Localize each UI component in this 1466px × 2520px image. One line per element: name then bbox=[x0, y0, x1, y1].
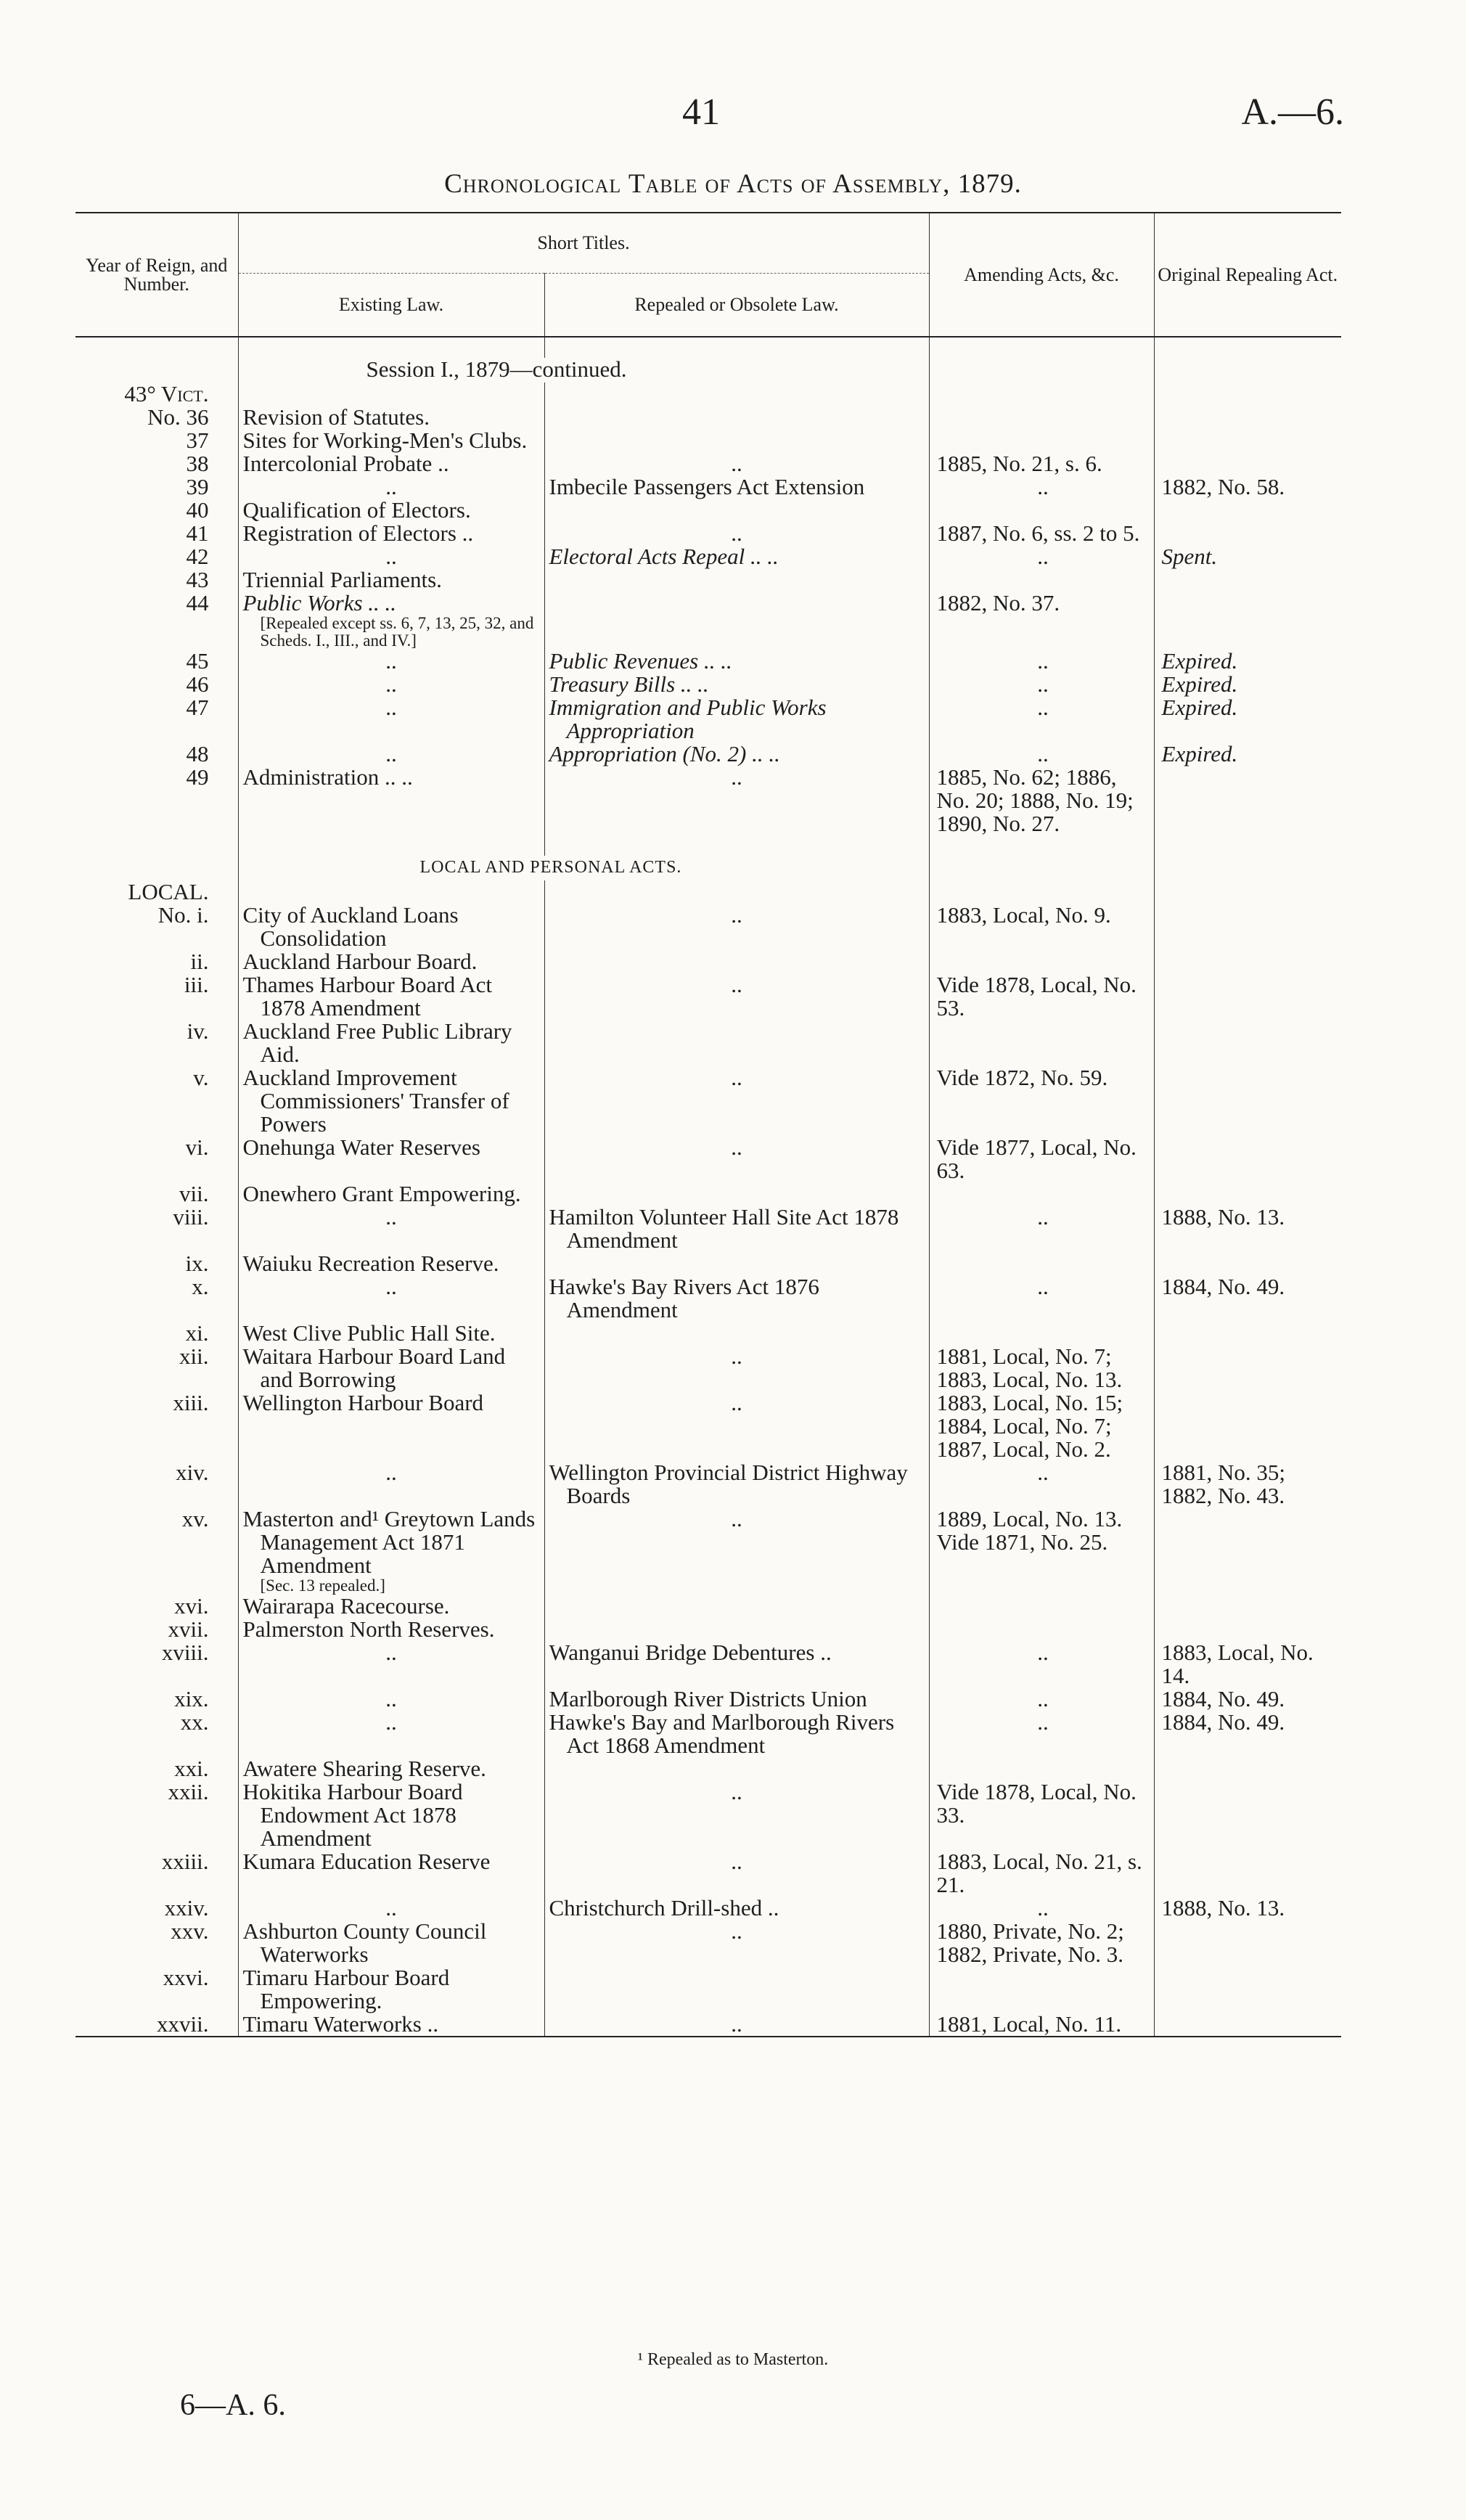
act-number: v. bbox=[193, 1065, 209, 1090]
repealed-law: .. bbox=[731, 1134, 742, 1160]
act-number: 41 bbox=[186, 520, 209, 546]
table-row bbox=[75, 475, 1341, 499]
act-number: xx. bbox=[180, 1709, 209, 1735]
amending-acts: .. bbox=[1037, 1460, 1049, 1485]
existing-law: Revision of Statutes. bbox=[242, 404, 430, 430]
original-repealing-act: 1884, No. 49. bbox=[1161, 1274, 1285, 1299]
table-row bbox=[75, 429, 1341, 452]
amending-acts: 1887, No. 6, ss. 2 to 5. bbox=[936, 520, 1140, 546]
table-row bbox=[75, 452, 1341, 475]
act-number: 39 bbox=[186, 474, 209, 499]
table-row bbox=[75, 950, 1341, 973]
amending-acts: .. bbox=[1037, 671, 1049, 697]
existing-law: .. bbox=[385, 474, 397, 499]
act-number: xiii. bbox=[173, 1390, 209, 1415]
amending-acts: Vide 1878, Local, No. 53. bbox=[936, 972, 1137, 1020]
act-number: 38 bbox=[186, 451, 209, 476]
existing-law: Auckland Free Public Library Aid. bbox=[242, 1018, 512, 1067]
table-row bbox=[75, 1595, 1341, 1618]
act-number: xxii. bbox=[168, 1779, 209, 1804]
amending-acts: .. bbox=[1037, 1274, 1049, 1299]
table-row bbox=[75, 499, 1341, 522]
table-row bbox=[75, 1345, 1341, 1391]
act-number: xi. bbox=[185, 1320, 209, 1346]
repealed-law: Hamilton Volunteer Hall Site Act 1878 Amendment bbox=[549, 1204, 899, 1253]
existing-law: .. bbox=[385, 695, 397, 720]
original-repealing-act: 1884, No. 49. bbox=[1161, 1686, 1285, 1711]
repealed-law: .. bbox=[731, 1918, 742, 1944]
amending-acts: 1889, Local, No. 13. Vide 1871, No. 25. bbox=[936, 1506, 1123, 1555]
act-number: xiv. bbox=[176, 1460, 209, 1485]
amending-acts: 1881, Local, No. 11. bbox=[936, 2011, 1122, 2037]
amending-acts: 1882, No. 37. bbox=[936, 590, 1060, 615]
act-number: xviii. bbox=[161, 1640, 209, 1665]
table-row bbox=[75, 1757, 1341, 1780]
amending-acts: .. bbox=[1037, 741, 1049, 766]
table-row bbox=[75, 1641, 1341, 1688]
page-title: Chronological Table of Acts of Assembly, 1879. bbox=[444, 169, 1022, 199]
table-row bbox=[75, 1461, 1341, 1508]
act-number: 43 bbox=[186, 567, 209, 592]
table-row bbox=[75, 904, 1341, 950]
repealed-law: Imbecile Passengers Act Extension bbox=[549, 474, 865, 499]
repealed-law: .. bbox=[731, 2011, 742, 2037]
original-repealing-act: Expired. bbox=[1161, 671, 1238, 697]
amending-acts: .. bbox=[1037, 1204, 1049, 1230]
table-row bbox=[75, 1182, 1341, 1206]
table-row bbox=[75, 1850, 1341, 1897]
table-row bbox=[75, 382, 1341, 406]
repealed-law: Marlborough River Districts Union bbox=[549, 1686, 867, 1711]
act-number: ii. bbox=[190, 949, 209, 974]
existing-law: .. bbox=[385, 544, 397, 569]
repealed-law: .. bbox=[731, 451, 742, 476]
existing-law: Administration .. .. bbox=[242, 764, 413, 790]
act-number: xvi. bbox=[174, 1593, 209, 1619]
original-repealing-act: Expired. bbox=[1161, 741, 1238, 766]
act-number: xxi. bbox=[174, 1756, 209, 1781]
amending-acts: Vide 1872, No. 59. bbox=[936, 1065, 1108, 1090]
act-number: iv. bbox=[187, 1018, 209, 1044]
col-header-short-titles: Short Titles. bbox=[238, 213, 929, 274]
repealed-law: Wellington Provincial District Highway Boards bbox=[549, 1460, 908, 1508]
existing-law: Wellington Harbour Board bbox=[242, 1390, 484, 1415]
amending-acts: Vide 1878, Local, No. 33. bbox=[936, 1779, 1137, 1828]
amending-acts: 1883, Local, No. 21, s. 21. bbox=[936, 1849, 1142, 1897]
act-number: vii. bbox=[179, 1181, 209, 1206]
act-number: x. bbox=[192, 1274, 209, 1299]
original-repealing-act: 1881, No. 35; 1882, No. 43. bbox=[1161, 1460, 1286, 1508]
existing-law: Intercolonial Probate .. bbox=[242, 451, 449, 476]
repealed-law: .. bbox=[731, 1065, 742, 1090]
table-row bbox=[75, 1920, 1341, 1966]
acts-table bbox=[75, 212, 1341, 2042]
table-row bbox=[75, 2013, 1341, 2037]
act-number: xxvi. bbox=[163, 1965, 209, 1990]
act-number: vi. bbox=[185, 1134, 209, 1160]
table-row bbox=[75, 880, 1341, 904]
table-row bbox=[75, 696, 1341, 742]
local-heading: LOCAL AND PERSONAL ACTS. bbox=[419, 858, 682, 877]
original-repealing-act: Expired. bbox=[1161, 695, 1238, 720]
existing-law: Palmerston North Reserves. bbox=[242, 1616, 495, 1642]
repeal-note: [Sec. 13 repealed.] bbox=[260, 1576, 385, 1595]
table-row bbox=[75, 1066, 1341, 1136]
act-number: 40 bbox=[186, 497, 209, 523]
act-number: iii. bbox=[184, 972, 209, 997]
existing-law: Onewhero Grant Empowering. bbox=[242, 1181, 521, 1206]
existing-law: .. bbox=[385, 1709, 397, 1735]
existing-law: Hokitika Harbour Board Endowment Act 1878 Amendment bbox=[242, 1779, 463, 1851]
act-number: 43° Vict. bbox=[124, 381, 209, 406]
existing-law: Registration of Electors .. bbox=[242, 520, 474, 546]
existing-law: Masterton and¹ Greytown Lands Management Act 1871 Amendment bbox=[242, 1506, 536, 1578]
act-number: xxvii. bbox=[157, 2011, 209, 2037]
page-header bbox=[0, 91, 1466, 142]
col-header-original: Original Repealing Act. bbox=[1154, 213, 1341, 337]
repealed-law: .. bbox=[731, 520, 742, 546]
existing-law: Awatere Shearing Reserve. bbox=[242, 1756, 486, 1781]
existing-law: .. bbox=[385, 1895, 397, 1920]
table-row bbox=[75, 1618, 1341, 1641]
table-row bbox=[75, 1508, 1341, 1595]
original-repealing-act: Expired. bbox=[1161, 648, 1238, 674]
act-number: xxiii. bbox=[161, 1849, 209, 1874]
amending-acts: 1885, No. 21, s. 6. bbox=[936, 451, 1102, 476]
page-number: 41 bbox=[682, 91, 720, 133]
repealed-law: .. bbox=[731, 764, 742, 790]
amending-acts: .. bbox=[1037, 1709, 1049, 1735]
existing-law: Timaru Harbour Board Empowering. bbox=[242, 1965, 450, 2013]
amending-acts: .. bbox=[1037, 474, 1049, 499]
amending-acts: .. bbox=[1037, 1686, 1049, 1711]
amending-acts: 1885, No. 62; 1886, No. 20; 1888, No. 19; 1890, No. 27. bbox=[936, 764, 1134, 836]
act-number: No. i. bbox=[157, 902, 209, 928]
col-header-amending: Amending Acts, &c. bbox=[929, 213, 1154, 337]
act-number: xxv. bbox=[171, 1918, 209, 1944]
table-row bbox=[75, 1136, 1341, 1182]
existing-law: Onehunga Water Reserves bbox=[242, 1134, 480, 1160]
session-heading: Session I., 1879—continued. bbox=[366, 356, 627, 382]
amending-acts: 1881, Local, No. 7; 1883, Local, No. 13. bbox=[936, 1343, 1123, 1392]
act-number: ix. bbox=[185, 1251, 209, 1276]
table-row bbox=[75, 545, 1341, 568]
table-row bbox=[75, 1688, 1341, 1711]
existing-law: .. bbox=[385, 671, 397, 697]
table-row bbox=[75, 568, 1341, 592]
table-row bbox=[75, 742, 1341, 766]
repealed-law: .. bbox=[731, 1343, 742, 1369]
table-row bbox=[75, 1780, 1341, 1850]
table-row bbox=[75, 1206, 1341, 1252]
act-number: LOCAL. bbox=[128, 879, 209, 904]
repeal-note: [Repealed except ss. 6, 7, 13, 25, 32, and Scheds. I., III., and IV.] bbox=[260, 614, 534, 650]
act-number: 42 bbox=[186, 544, 209, 569]
table-row bbox=[75, 973, 1341, 1020]
repealed-law: Public Revenues .. .. bbox=[549, 648, 732, 674]
existing-law: Kumara Education Reserve bbox=[242, 1849, 491, 1874]
existing-law: .. bbox=[385, 1204, 397, 1230]
repealed-law: .. bbox=[731, 1390, 742, 1415]
existing-law: Waitara Harbour Board Land and Borrowing bbox=[242, 1343, 506, 1392]
act-number: xii. bbox=[179, 1343, 209, 1369]
act-number: 45 bbox=[186, 648, 209, 674]
repealed-law: Treasury Bills .. .. bbox=[549, 671, 709, 697]
repealed-law: Electoral Acts Repeal .. .. bbox=[549, 544, 779, 569]
session-heading-row bbox=[75, 358, 1341, 382]
existing-law: Timaru Waterworks .. bbox=[242, 2011, 439, 2037]
repealed-law: Appropriation (No. 2) .. .. bbox=[549, 741, 780, 766]
amending-acts: .. bbox=[1037, 695, 1049, 720]
amending-acts: 1883, Local, No. 15; 1884, Local, No. 7; 1887, Local, No. 2. bbox=[936, 1390, 1123, 1462]
col-header-repealed: Repealed or Obsolete Law. bbox=[544, 274, 929, 338]
act-number: xvii. bbox=[168, 1616, 209, 1642]
amending-acts: .. bbox=[1037, 648, 1049, 674]
original-repealing-act: 1882, No. 58. bbox=[1161, 474, 1285, 499]
table-row bbox=[75, 1020, 1341, 1066]
table-row bbox=[75, 1966, 1341, 2013]
act-number: viii. bbox=[173, 1204, 209, 1230]
repealed-law: Hawke's Bay and Marlborough Rivers Act 1868 Amendment bbox=[549, 1709, 895, 1758]
existing-law: Public Works .. .. bbox=[242, 590, 397, 615]
table-row bbox=[75, 1275, 1341, 1322]
original-repealing-act: 1883, Local, No. 14. bbox=[1161, 1640, 1314, 1688]
repealed-law: .. bbox=[731, 902, 742, 928]
existing-law: Ashburton County Council Waterworks bbox=[242, 1918, 487, 1967]
repealed-law: Christchurch Drill-shed .. bbox=[549, 1895, 779, 1920]
local-heading-row bbox=[75, 856, 1341, 880]
act-number: 37 bbox=[186, 428, 209, 453]
existing-law: Wairarapa Racecourse. bbox=[242, 1593, 450, 1619]
existing-law: Waiuku Recreation Reserve. bbox=[242, 1251, 499, 1276]
existing-law: .. bbox=[385, 1460, 397, 1485]
table-row bbox=[75, 1252, 1341, 1275]
existing-law: .. bbox=[385, 1640, 397, 1665]
document-code: A.—6. bbox=[1241, 91, 1344, 133]
signature-mark: 6—A. 6. bbox=[180, 2389, 286, 2422]
amending-acts: 1883, Local, No. 9. bbox=[936, 902, 1111, 928]
existing-law: Thames Harbour Board Act 1878 Amendment bbox=[242, 972, 492, 1020]
table-row bbox=[75, 1391, 1341, 1461]
existing-law: City of Auckland Loans Consolidation bbox=[242, 902, 459, 951]
original-repealing-act: 1888, No. 13. bbox=[1161, 1895, 1285, 1920]
table-row bbox=[75, 1897, 1341, 1920]
repealed-law: .. bbox=[731, 1506, 742, 1531]
act-number: xxiv. bbox=[164, 1895, 209, 1920]
act-number: xix. bbox=[174, 1686, 209, 1711]
repealed-law: Hawke's Bay Rivers Act 1876 Amendment bbox=[549, 1274, 819, 1322]
existing-law: Auckland Improvement Commissioners' Transfer of Powers bbox=[242, 1065, 509, 1137]
table-row bbox=[75, 766, 1341, 835]
original-repealing-act: 1888, No. 13. bbox=[1161, 1204, 1285, 1230]
repealed-law: .. bbox=[731, 1779, 742, 1804]
act-number: 48 bbox=[186, 741, 209, 766]
original-repealing-act: 1884, No. 49. bbox=[1161, 1709, 1285, 1735]
amending-acts: .. bbox=[1037, 544, 1049, 569]
existing-law: Triennial Parliaments. bbox=[242, 567, 442, 592]
repealed-law: Wanganui Bridge Debentures .. bbox=[549, 1640, 832, 1665]
act-number: No. 36 bbox=[147, 404, 209, 430]
amending-acts: .. bbox=[1037, 1895, 1049, 1920]
act-number: xv. bbox=[181, 1506, 209, 1531]
table-row bbox=[75, 1711, 1341, 1757]
table-row bbox=[75, 406, 1341, 429]
table-row bbox=[75, 592, 1341, 650]
act-number: 49 bbox=[186, 764, 209, 790]
existing-law: .. bbox=[385, 741, 397, 766]
table-row bbox=[75, 650, 1341, 673]
col-header-existing: Existing Law. bbox=[238, 274, 544, 338]
amending-acts: .. bbox=[1037, 1640, 1049, 1665]
act-number: 46 bbox=[186, 671, 209, 697]
repealed-law: .. bbox=[731, 1849, 742, 1874]
act-number: 44 bbox=[186, 590, 209, 615]
existing-law: Auckland Harbour Board. bbox=[242, 949, 478, 974]
footnote: ¹ Repealed as to Masterton. bbox=[637, 2350, 829, 2369]
col-header-year: Year of Reign, and Number. bbox=[75, 213, 238, 337]
repealed-law: .. bbox=[731, 972, 742, 997]
original-repealing-act: Spent. bbox=[1161, 544, 1218, 569]
act-number: 47 bbox=[186, 695, 209, 720]
table-row bbox=[75, 1322, 1341, 1345]
table-row bbox=[75, 673, 1341, 696]
amending-acts: Vide 1877, Local, No. 63. bbox=[936, 1134, 1137, 1183]
existing-law: .. bbox=[385, 1686, 397, 1711]
amending-acts: 1880, Private, No. 2; 1882, Private, No. 3. bbox=[936, 1918, 1124, 1967]
repealed-law: Immigration and Public Works Appropriation bbox=[549, 695, 827, 743]
existing-law: .. bbox=[385, 1274, 397, 1299]
existing-law: Sites for Working-Men's Clubs. bbox=[242, 428, 528, 453]
existing-law: West Clive Public Hall Site. bbox=[242, 1320, 496, 1346]
table-row bbox=[75, 522, 1341, 545]
existing-law: .. bbox=[385, 648, 397, 674]
existing-law: Qualification of Electors. bbox=[242, 497, 471, 523]
